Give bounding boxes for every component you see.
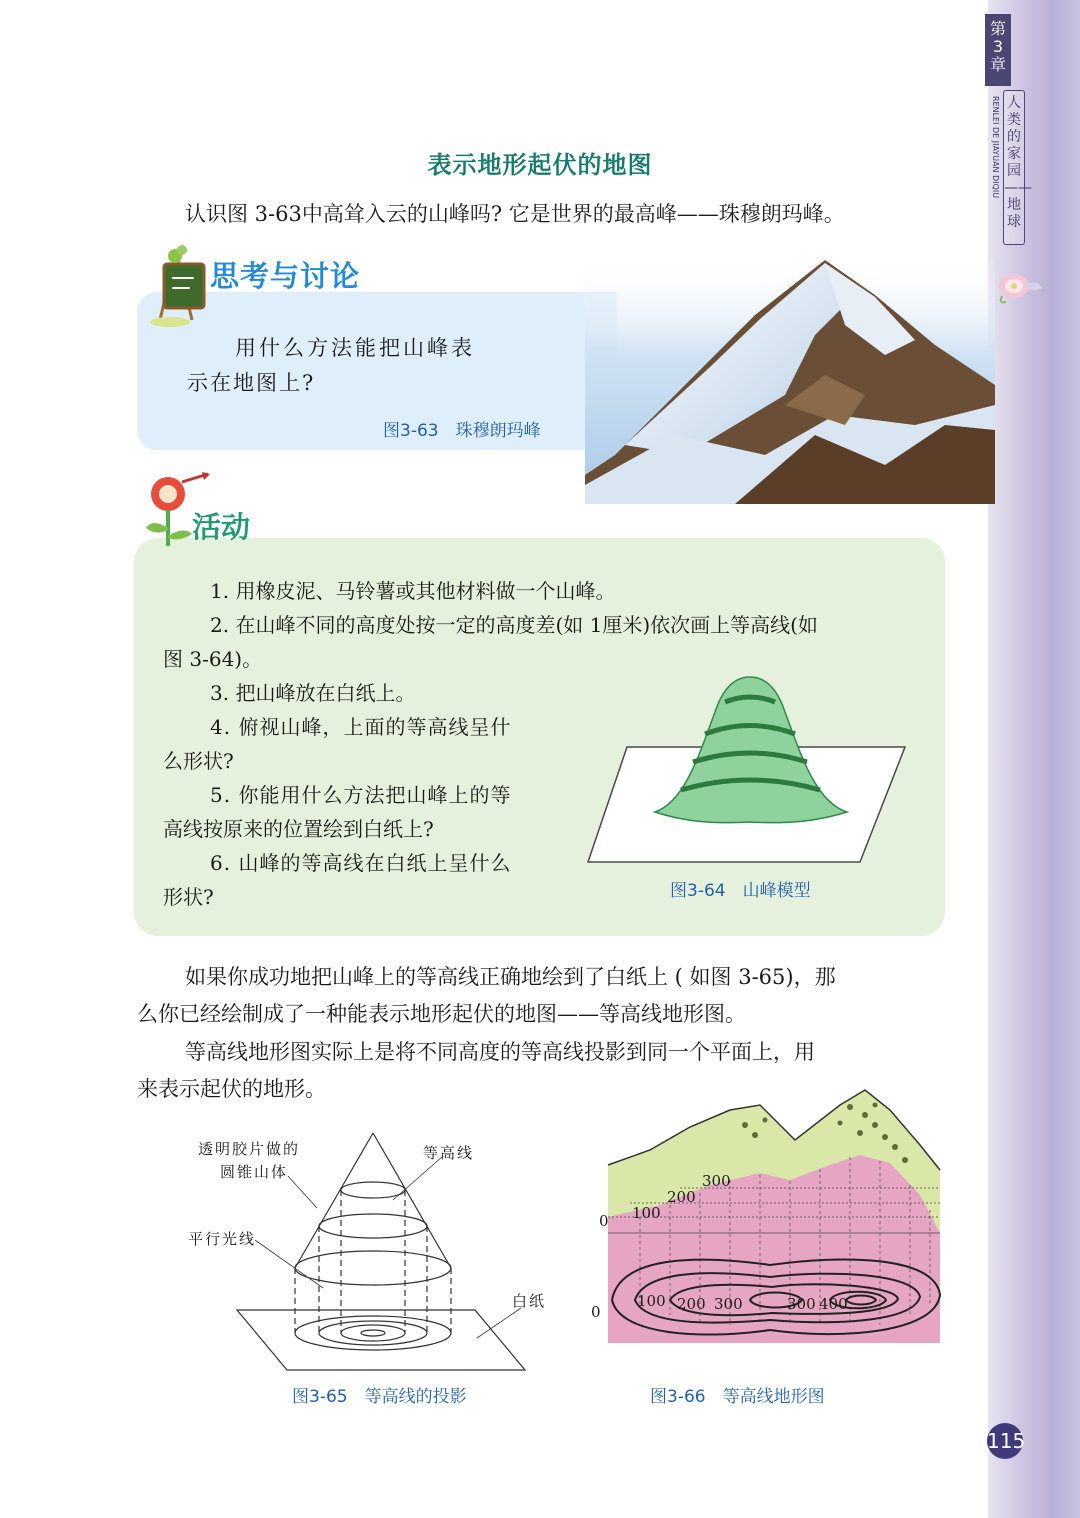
activity-line: 图 3-64)。 (163, 647, 263, 671)
think-question-line1: 用什么方法能把山峰表 (235, 336, 475, 360)
caption-fig-3-66: 图3-66 等高线地形图 (650, 1387, 825, 1407)
profile-label-200: 200 (667, 1188, 696, 1206)
think-discuss-label: 思考与讨论 (210, 259, 361, 293)
body-paragraph-2-line1: 等高线地形图实际上是将不同高度的等高线投影到同一个平面上，用 (185, 1040, 815, 1064)
chapter-tab: 第3章 (985, 14, 1011, 86)
activity-line: 1. 用橡皮泥、马铃薯或其他材料做一个山峰。 (210, 579, 616, 603)
caption-fig-3-64: 图3-64 山峰模型 (670, 881, 811, 901)
contour-map-figure (590, 1085, 950, 1370)
caption-fig-3-65: 图3-65 等高线的投影 (292, 1387, 467, 1407)
chapter-title: 人类的家园——地球 (1003, 90, 1025, 245)
activity-line: 么形状? (163, 749, 234, 773)
label-parallel-light: 平行光线 (188, 1230, 257, 1248)
body-paragraph-2-line2: 来表示起伏的地形。 (137, 1077, 326, 1101)
flower-icon (992, 262, 1044, 308)
side-band (988, 0, 1080, 1518)
think-question-line2: 示在地图上? (187, 371, 316, 395)
body-paragraph-1-line1: 如果你成功地把山峰上的等高线正确地绘到了白纸上 ( 如图 3-65)，那 (185, 965, 836, 989)
activity-line: 形状? (163, 885, 214, 909)
chapter-pinyin: RENLEI DE JIAYUAN DIQIU (991, 96, 1000, 199)
activity-label: 活动 (192, 510, 251, 544)
caption-fig-3-63: 图3-63 珠穆朗玛峰 (383, 421, 541, 441)
activity-line: 3. 把山峰放在白纸上。 (210, 681, 416, 705)
mountain-model-figure (585, 672, 915, 867)
map-label-400: 400 (819, 1295, 848, 1313)
profile-label-300: 300 (702, 1172, 731, 1190)
activity-line: 4. 俯视山峰，上面的等高线呈什 (210, 715, 512, 739)
map-label-0: 0 (591, 1303, 601, 1321)
label-contour-line: 等高线 (423, 1144, 475, 1162)
map-label-300: 300 (714, 1295, 743, 1313)
profile-label-100: 100 (632, 1204, 661, 1222)
intro-paragraph: 认识图 3-63中高耸入云的山峰吗? 它是世界的最高峰——珠穆朗玛峰。 (185, 202, 845, 226)
activity-line: 5. 你能用什么方法把山峰上的等 (210, 783, 512, 807)
activity-line: 高线按原来的位置绘到白纸上? (163, 817, 434, 841)
label-cone-mountain: 圆锥山体 (220, 1163, 289, 1181)
map-label-300: 300 (787, 1295, 816, 1313)
page-number: 115 (987, 1423, 1023, 1459)
activity-line: 2. 在山峰不同的高度处按一定的高度差(如 1厘米)依次画上等高线(如 (210, 613, 818, 637)
section-title: 表示地形起伏的地图 (427, 151, 653, 179)
mount-everest-photo (585, 255, 995, 504)
map-label-100: 100 (637, 1292, 666, 1310)
label-transparent-film: 透明胶片做的 (198, 1140, 301, 1158)
profile-label-0: 0 (599, 1212, 609, 1230)
activity-line: 6. 山峰的等高线在白纸上呈什么 (210, 851, 512, 875)
body-paragraph-1-line2: 么你已经绘制成了一种能表示地形起伏的地图——等高线地形图。 (137, 1002, 746, 1026)
map-label-200: 200 (677, 1295, 706, 1313)
label-white-paper: 白纸 (512, 1292, 547, 1310)
